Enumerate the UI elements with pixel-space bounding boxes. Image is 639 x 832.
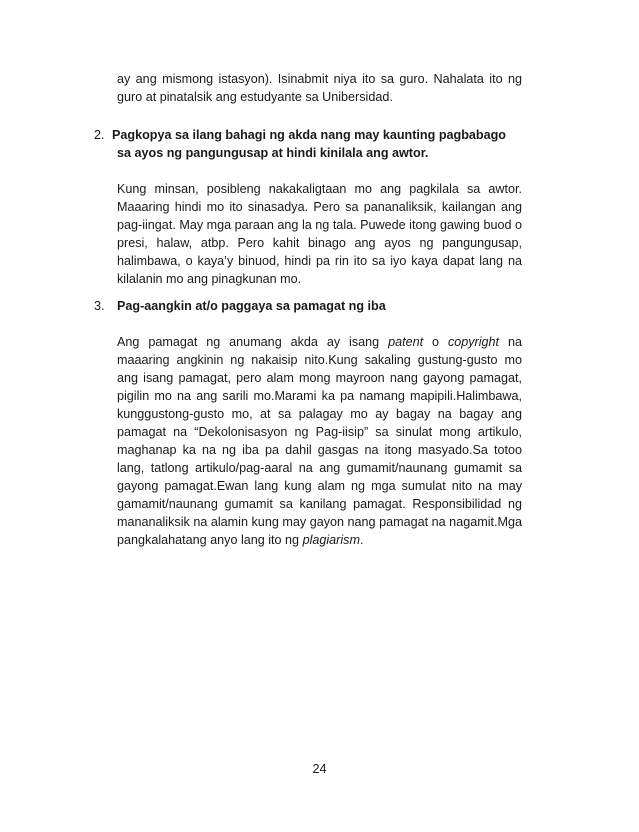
section-3-text-1: Ang pamagat ng anumang akda ay isang	[117, 335, 389, 349]
section-2-heading	[94, 126, 524, 162]
section-3-text-2: o	[423, 335, 448, 349]
section-3-heading-text: Pag-aangkin at/o paggaya sa pamagat ng iba	[117, 299, 386, 313]
section-3-em-copyright: copyright	[447, 335, 500, 349]
section-3-heading	[94, 297, 524, 315]
section-2-heading-line1: Pagkopya sa ilang bahagi ng akda nang may kaunting pagbabago	[112, 128, 506, 142]
section-3-number: 3.	[94, 299, 105, 313]
section-3-text-3: na maaaring angkinin ng nakaisip nito.Kung sakaling gustung-gusto mo ang isang pamagat, pero alam mong mayroon nang gayong pamagat, pigilin mo na ang sarili mo.Marami ka pa namang mapipili.Halimbawa, kunggustong-gusto mo, at sa palagay mo ay bagay na bagay ang pamagat na “Dekolonisasyon ng Pag-iisip” sa sinulat mong artikulo, maghanap ka na ng iba pa dahil gasgas na itong masyado.Sa totoo lang, tatlong artikulo/pag-aaral na ang gumamit/naunang gumamit sa gayong pamagat.Ewan lang kung alam ng mga sumulat nito na may gamamit/naunang gumamit sa kanilang pamagat. Responsibilidad ng mananaliksik na alamin kung may gayon nang pamagat na nagamit.Mga pangkalahatang anyo lang ito ng	[117, 335, 522, 547]
section-3-em-patent: patent	[388, 335, 424, 349]
section-3-paragraph	[117, 333, 522, 549]
page-number: 24	[312, 762, 327, 776]
continued-paragraph: ay ang mismong istasyon). Isinabmit niya ito sa guro. Nahalata ito ng guro at pinatalsik ang estudyante sa Unibersidad.	[117, 72, 522, 104]
section-2-number: 2.	[94, 128, 105, 142]
section-2-heading-line2: sa ayos ng pangungusap at hindi kinilala ang awtor.	[117, 146, 429, 160]
section-2-paragraph: Kung minsan, posibleng nakakaligtaan mo ang pagkilala sa awtor. Maaaring hindi mo ito sinasadya. Pero sa pananaliksik, kailangan ang pag-iingat. May mga paraan ang la ng tala. Puwede itong gawing buod o presi, halaw, atbp. Pero kahit binago ang ayos ng pangungusap, halimbawa, o kaya’y binuod, hindi pa rin ito sa iyo kaya dapat lang na kilalanin mo ang pinagkunan mo.	[117, 182, 522, 286]
section-3-em-plagiarism: plagiarism	[302, 533, 360, 547]
section-3-text-4: .	[359, 533, 364, 547]
